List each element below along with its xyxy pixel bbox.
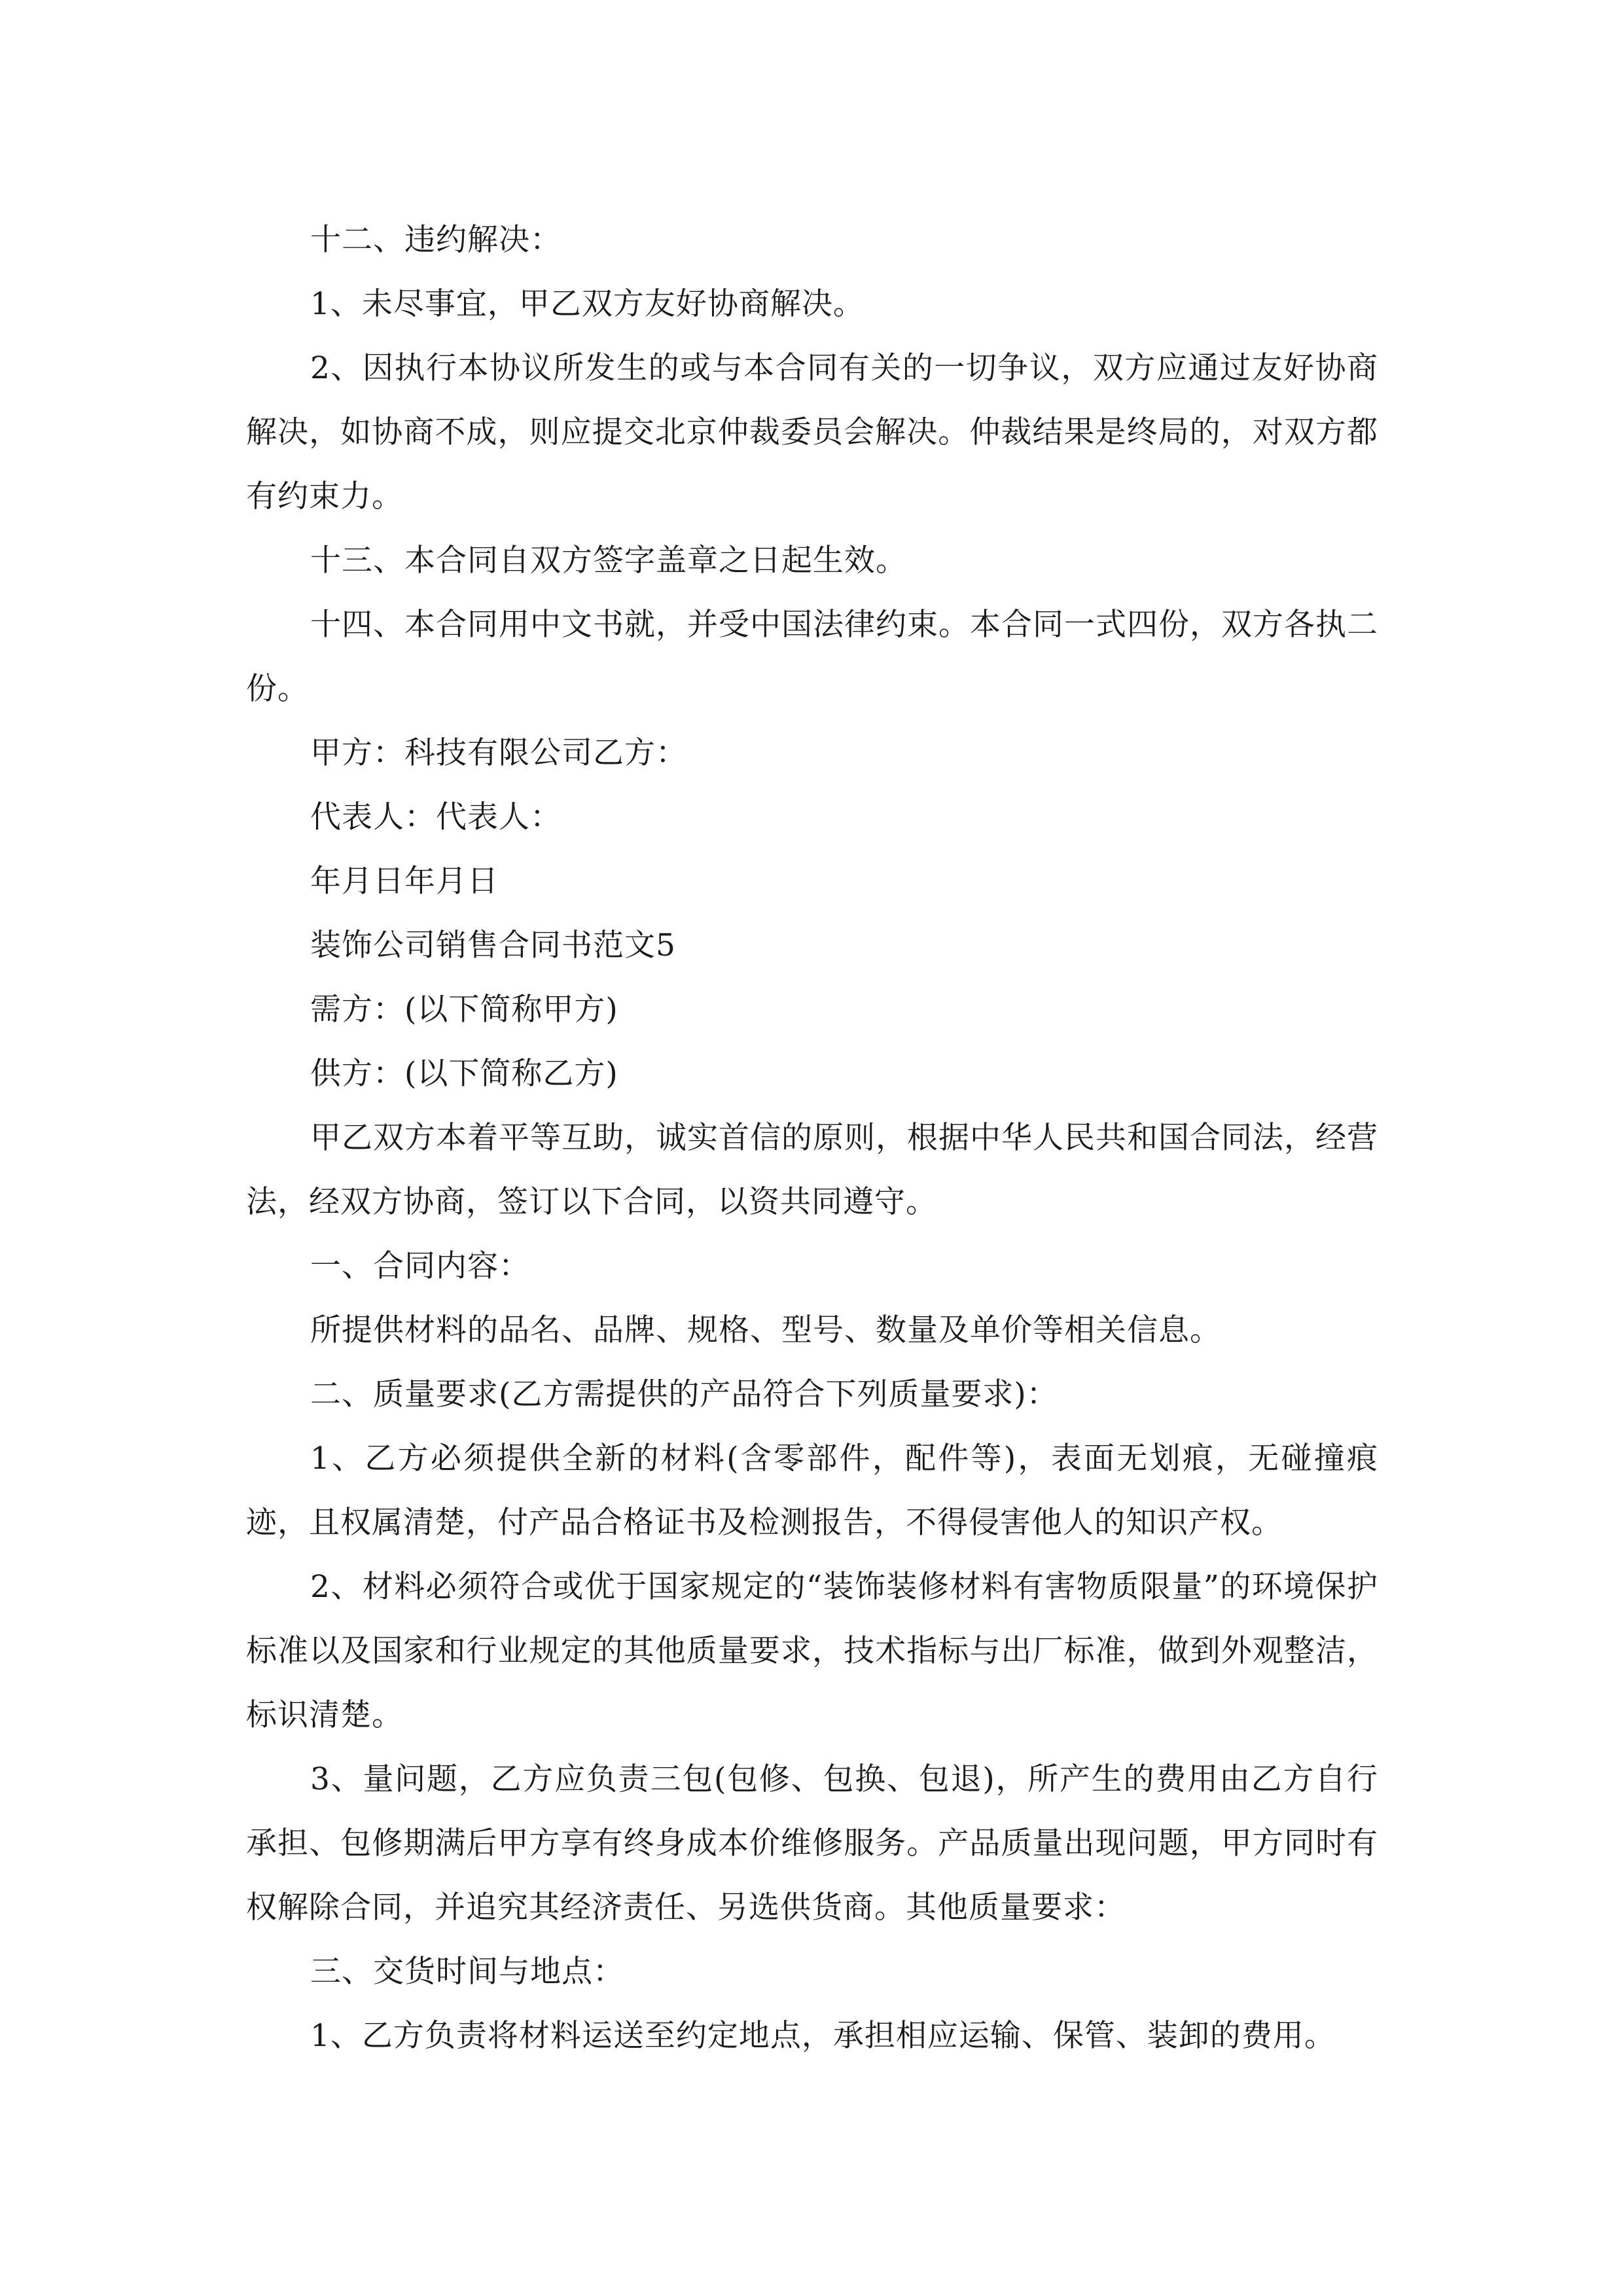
clause-paragraph: 1、未尽事宜，甲乙双方友好协商解决。	[310, 286, 865, 322]
clause-paragraph: 2、因执行本协议所发生的或与本合同有关的一切争议，双方应通过友好协商解决，如协商不成，则应提交北京仲裁委员会解决。仲裁结果是终局的，对双方都有约束力。	[246, 350, 1378, 514]
clause-paragraph: 2、材料必须符合或优于国家规定的“装饰装修材料有害物质限量”的环境保护标准以及国家和行业规定的其他质量要求，技术指标与出厂标准，做到外观整洁，标识清楚。	[246, 1569, 1378, 1733]
section-heading-breach-resolution: 十二、违约解决：	[310, 222, 562, 258]
party-supplier-line: 供方：(以下简称乙方)	[310, 1056, 618, 1092]
section-heading-delivery: 三、交货时间与地点：	[310, 1954, 624, 1990]
clause-paragraph: 十三、本合同自双方签字盖章之日起生效。	[310, 543, 907, 579]
clause-paragraph: 所提供材料的品名、品牌、规格、型号、数量及单价等相关信息。	[310, 1312, 1221, 1348]
clause-paragraph: 1、乙方必须提供全新的材料(含零部件，配件等)，表面无划痕，无碰撞痕迹，且权属清楚，付产品合格证书及检测报告，不得侵害他人的知识产权。	[246, 1441, 1378, 1541]
document-title: 装饰公司销售合同书范文5	[310, 927, 676, 963]
section-heading-contents: 一、合同内容：	[310, 1248, 530, 1284]
signature-party-line: 甲方：科技有限公司乙方：	[310, 735, 687, 771]
clause-paragraph: 1、乙方负责将材料运送至约定地点，承担相应运输、保管、装卸的费用。	[310, 2018, 1336, 2054]
party-buyer-line: 需方：(以下简称甲方)	[310, 992, 618, 1028]
clause-paragraph: 3、量问题，乙方应负责三包(包修、包换、包退)，所产生的费用由乙方自行承担、包修期满后甲方享有终身成本价维修服务。产品质量出现问题，甲方同时有权解除合同，并追究其经济责任、另选供货商。其他质量要求：	[246, 1761, 1378, 1926]
clause-paragraph: 十四、本合同用中文书就，并受中国法律约束。本合同一式四份，双方各执二份。	[246, 607, 1378, 707]
preamble-paragraph: 甲乙双方本着平等互助，诚实首信的原则，根据中华人民共和国合同法，经营法，经双方协商，签订以下合同，以资共同遵守。	[246, 1120, 1378, 1220]
signature-representative-line: 代表人：代表人：	[310, 799, 562, 835]
document-body	[246, 208, 1378, 2068]
section-heading-quality: 二、质量要求(乙方需提供的产品符合下列质量要求)：	[310, 1376, 1058, 1412]
signature-date-line: 年月日年月日	[310, 863, 499, 899]
